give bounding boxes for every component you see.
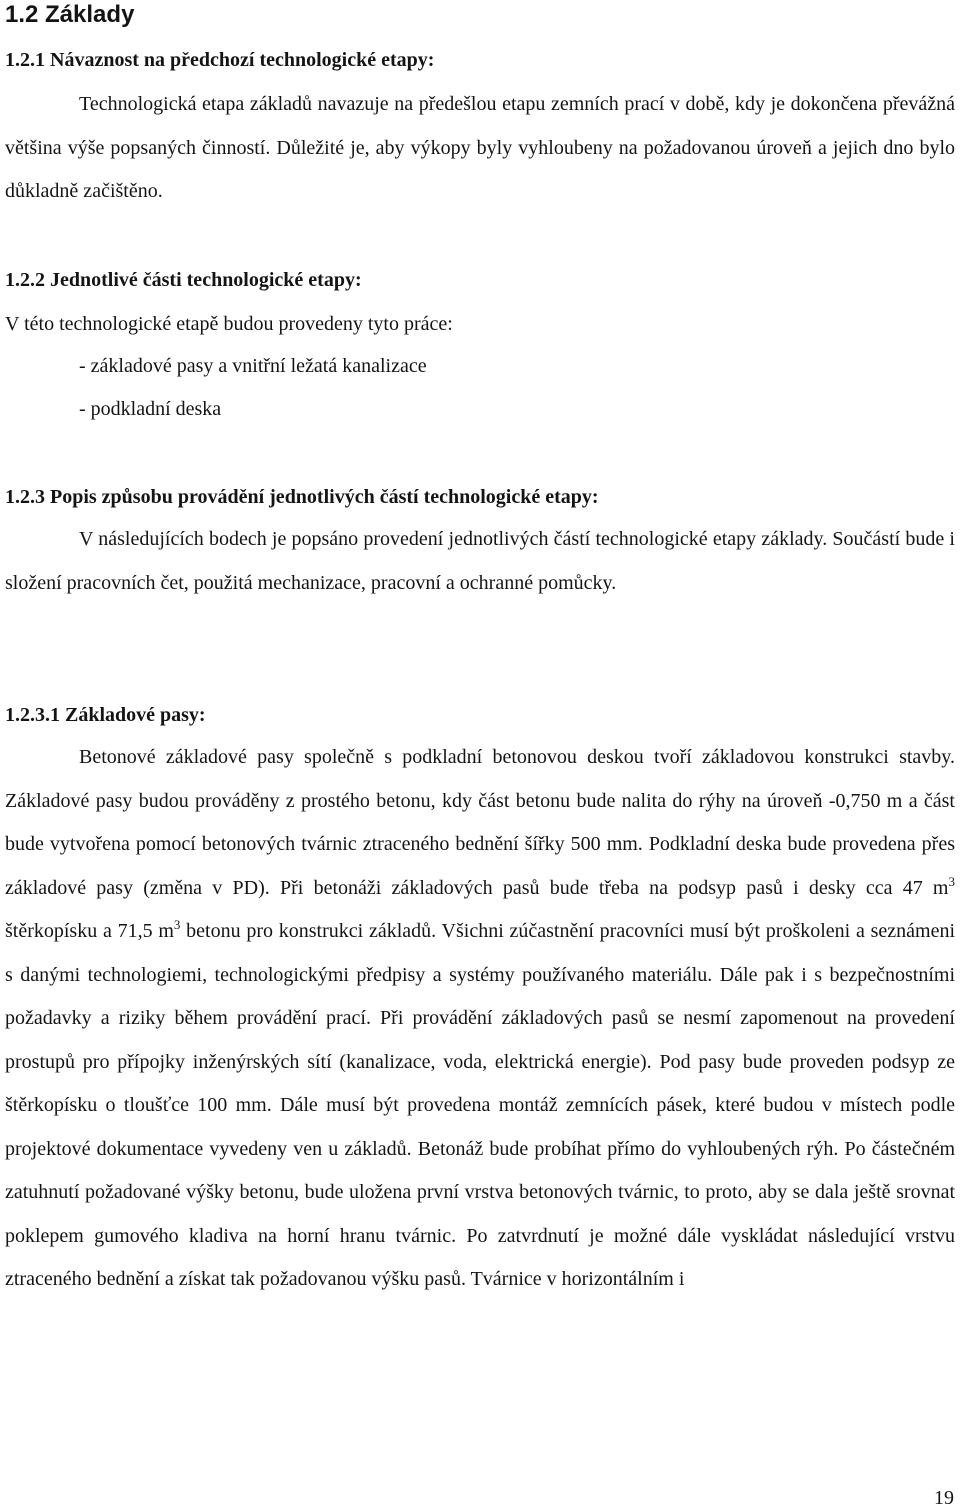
paragraph-foundation-text-a: Betonové základové pasy společně s podkladní betonovou deskou tvoří základovou konstrukci stavby. Základové pasy budou prováděny z prostého betonu, kdy část betonu bude nalita do rýhy na úroveň -0,750 m a část bude vytvořena pomocí betonových tvárnic ztraceného bednění šířky 500 mm. Podkladní deska bude provedena přes základové pasy (změna v PD). Při betonáži základových pasů bude třeba na podsyp pasů i desky cca 47 m bbox=[5, 746, 955, 899]
subsection-heading-1-2-3-1: 1.2.3.1 Základové pasy: bbox=[5, 704, 206, 726]
subsection-heading-1-2-3: 1.2.3 Popis způsobu provádění jednotlivých částí technologické etapy: bbox=[5, 486, 599, 508]
section-heading: 1.2 Základy bbox=[5, 1, 135, 28]
paragraph-foundation-strips bbox=[5, 736, 955, 1302]
list-item-foundation-strips: - základové pasy a vnitřní ležatá kanalizace bbox=[79, 355, 427, 377]
subsection-heading-1-2-2: 1.2.2 Jednotlivé části technologické etapy: bbox=[5, 269, 362, 291]
paragraph-parts-intro: V této technologické etapě budou provedeny tyto práce: bbox=[5, 313, 453, 335]
paragraph-method-description: V následujících bodech je popsáno provedení jednotlivých částí technologické etapy základy. Součástí bude i složení pracovních čet, použitá mechanizace, pracovní a ochranné pomůcky. bbox=[5, 528, 955, 594]
paragraph-foundation-text-b: štěrkopísku a 71,5 m bbox=[5, 920, 174, 942]
subsection-heading-1-2-1: 1.2.1 Návaznost na předchozí technologické etapy: bbox=[5, 49, 435, 71]
page-number: 19 bbox=[934, 1487, 954, 1509]
paragraph-foundation-text-c: betonu pro konstrukci základů. Všichni zúčastnění pracovníci musí být proškoleni a seznámeni s danými technologiemi, technologickými předpisy a systémy používaného materiálu. Dále pak i s bezpečnostními požadavky a riziky během provádění prací. Při provádění základových pasů se nesmí zapomenout na provedení prostupů pro přípojky inženýrských sítí (kanalizace, voda, elektrická energie). Pod pasy bude proveden podsyp ze štěrkopísku o tloušťce 100 mm. Dále musí být provedena montáž zemnících pásek, které budou v místech podle projektové dokumentace vyvedeny ven u základů. Betonáž bude probíhat přímo do vyhloubených rýh. Po částečném zatuhnutí požadované výšky betonu, bude uložena první vrstva betonových tvárnic, to proto, aby se dala ještě srovnat poklepem gumového kladiva na horní hranu tvárnic. Po zatvrdnutí je možné dále vyskládat následující vrstvu ztraceného bednění a získat tak požadovanou výšku pasů. Tvárnice v horizontálním i bbox=[5, 920, 956, 1290]
superscript-cubic-b: 3 bbox=[173, 917, 181, 932]
list-item-base-slab: - podkladní deska bbox=[79, 398, 222, 420]
paragraph-continuity: Technologická etapa základů navazuje na předešlou etapu zemních prací v době, kdy je dokončena převážná většina výše popsaných činností. Důležité je, aby výkopy byly vyhloubeny na požadovanou úroveň a jejich dno bylo důkladně začištěno. bbox=[5, 93, 955, 202]
superscript-cubic-a: 3 bbox=[948, 873, 955, 889]
